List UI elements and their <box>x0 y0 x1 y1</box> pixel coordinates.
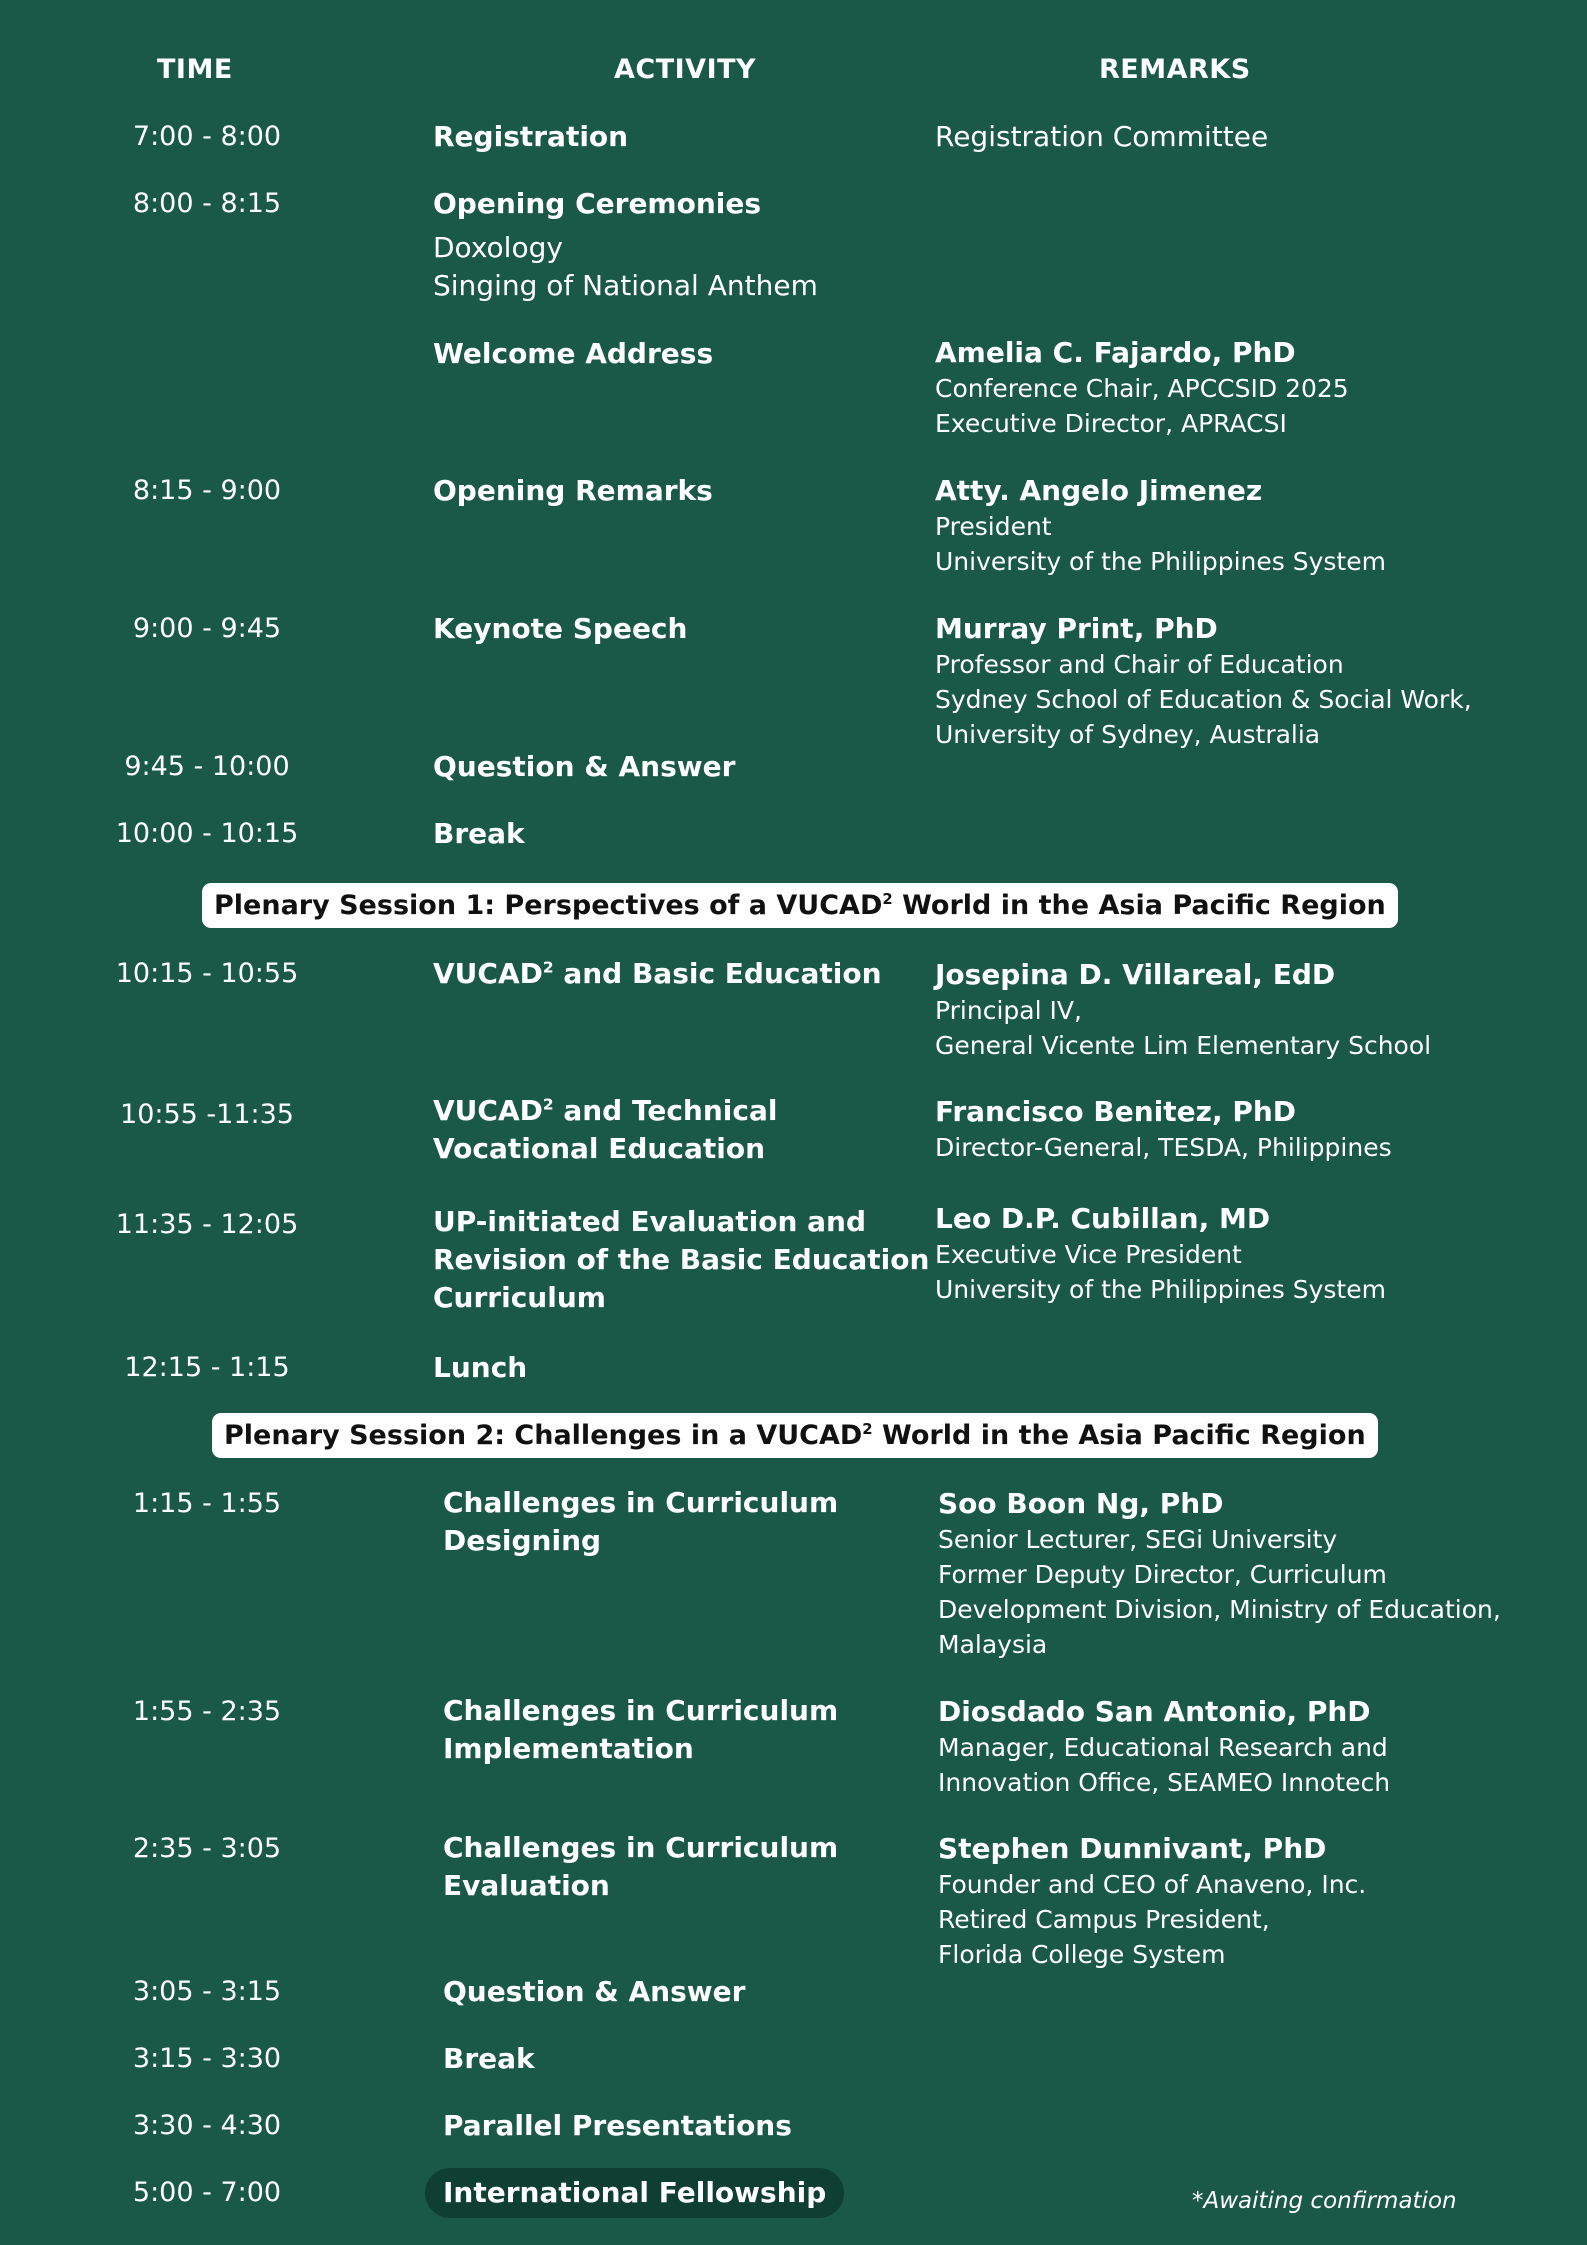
activity-title-line: Implementation <box>443 1732 694 1765</box>
speaker-detail: Founder and CEO of Anaveno, Inc. <box>938 1870 1367 1899</box>
fellowship-badge: International Fellowship <box>425 2168 844 2218</box>
time-slot: 10:00 - 10:15 <box>115 818 299 849</box>
speaker-name: Murray Print, PhD <box>935 612 1218 645</box>
activity-title-line: Challenges in Curriculum <box>443 1694 839 1727</box>
header-time: TIME <box>157 54 233 85</box>
time-slot: 1:15 - 1:55 <box>132 1488 282 1519</box>
speaker-detail: Executive Vice President <box>935 1240 1242 1269</box>
plenary-title-rest: World in the Asia Pacific Region <box>892 890 1386 921</box>
activity-title-line: Curriculum <box>433 1281 606 1314</box>
activity-text: VUCAD <box>433 1094 543 1127</box>
speaker-detail: Florida College System <box>938 1940 1226 1969</box>
speaker-detail: Professor and Chair of Education <box>935 650 1344 679</box>
activity-title: Opening Ceremonies <box>433 187 762 220</box>
time-slot: 7:00 - 8:00 <box>132 121 282 152</box>
speaker-name: Amelia C. Fajardo, PhD <box>935 336 1296 369</box>
speaker-name: Stephen Dunnivant, PhD <box>938 1832 1327 1865</box>
activity-title <box>433 955 882 993</box>
activity-title-line: Revision of the Basic Education <box>433 1243 930 1276</box>
plenary-title-rest: World in the Asia Pacific Region <box>872 1420 1366 1451</box>
speaker-name: Leo D.P. Cubillan, MD <box>935 1202 1271 1235</box>
header-remarks: REMARKS <box>1099 54 1251 85</box>
activity-title-line: UP-initiated Evaluation and <box>433 1205 867 1238</box>
speaker-detail: Innovation Office, SEAMEO Innotech <box>938 1768 1391 1797</box>
speaker-detail: Development Division, Ministry of Education, <box>938 1595 1501 1624</box>
footnote: *Awaiting confirmation <box>1192 2188 1457 2214</box>
superscript: 2 <box>542 958 554 977</box>
activity-title: Break <box>433 817 525 850</box>
speaker-detail: Former Deputy Director, Curriculum <box>938 1560 1387 1589</box>
speaker-name: Soo Boon Ng, PhD <box>938 1487 1224 1520</box>
speaker-name: Josepina D. Villareal, EdD <box>935 958 1336 991</box>
speaker-detail: Principal IV, <box>935 996 1082 1025</box>
activity-title-line: Designing <box>443 1524 602 1557</box>
speaker-detail: Executive Director, APRACSI <box>935 409 1287 438</box>
plenary-title: Plenary Session 1: Perspectives of a VUCAD <box>214 890 883 921</box>
time-slot: 8:00 - 8:15 <box>132 188 282 219</box>
speaker-detail: Malaysia <box>938 1630 1048 1659</box>
superscript: 2 <box>542 1095 554 1114</box>
activity-subitem: Singing of National Anthem <box>433 269 818 302</box>
activity-title: Keynote Speech <box>433 612 688 645</box>
plenary-title: Plenary Session 2: Challenges in a VUCAD <box>224 1420 863 1451</box>
speaker-detail: University of Sydney, Australia <box>935 720 1321 749</box>
speaker-name: Diosdado San Antonio, PhD <box>938 1695 1371 1728</box>
header-activity: ACTIVITY <box>614 54 757 85</box>
speaker-detail: Retired Campus President, <box>938 1905 1270 1934</box>
speaker-name: Atty. Angelo Jimenez <box>935 474 1263 507</box>
activity-title: Break <box>443 2042 535 2075</box>
activity-title: Parallel Presentations <box>443 2109 792 2142</box>
activity-title-line: Challenges in Curriculum <box>443 1831 839 1864</box>
superscript: 2 <box>862 1420 873 1438</box>
superscript: 2 <box>882 890 893 908</box>
activity-title-line: Challenges in Curriculum <box>443 1486 839 1519</box>
activity-title: Opening Remarks <box>433 474 713 507</box>
activity-title <box>433 1092 777 1130</box>
plenary-session-banner <box>202 883 1398 928</box>
speaker-detail: University of the Philippines System <box>935 1275 1386 1304</box>
time-slot: 3:05 - 3:15 <box>132 1976 282 2007</box>
speaker-detail: University of the Philippines System <box>935 547 1386 576</box>
time-slot: 9:00 - 9:45 <box>132 613 282 644</box>
activity-text: VUCAD <box>433 957 543 990</box>
time-slot: 3:15 - 3:30 <box>132 2043 282 2074</box>
time-slot: 1:55 - 2:35 <box>132 1696 282 1727</box>
speaker-detail: Conference Chair, APCCSID 2025 <box>935 374 1349 403</box>
speaker-detail: Director-General, TESDA, Philippines <box>935 1133 1392 1162</box>
time-slot: 12:15 - 1:15 <box>124 1352 290 1383</box>
activity-subitem: Doxology <box>433 231 563 264</box>
activity-title: Question & Answer <box>443 1975 746 2008</box>
speaker-detail: Senior Lecturer, SEGi University <box>938 1525 1338 1554</box>
activity-title: Question & Answer <box>433 750 736 783</box>
time-slot: 8:15 - 9:00 <box>132 475 282 506</box>
activity-title-line: Vocational Education <box>433 1132 766 1165</box>
speaker-detail: General Vicente Lim Elementary School <box>935 1031 1432 1060</box>
time-slot: 5:00 - 7:00 <box>132 2177 282 2208</box>
speaker-detail: Manager, Educational Research and <box>938 1733 1388 1762</box>
activity-title: Welcome Address <box>433 337 714 370</box>
time-slot: 10:55 -11:35 <box>120 1099 294 1130</box>
speaker-detail: President <box>935 512 1052 541</box>
time-slot: 9:45 - 10:00 <box>124 751 290 782</box>
speaker-name: Francisco Benitez, PhD <box>935 1095 1297 1128</box>
remark-text: Registration Committee <box>935 120 1269 153</box>
time-slot: 2:35 - 3:05 <box>132 1833 282 1864</box>
activity-title-line: Evaluation <box>443 1869 610 1902</box>
activity-text: and Technical <box>553 1094 778 1127</box>
activity-title: Registration <box>433 120 629 153</box>
activity-title: Lunch <box>433 1351 528 1384</box>
time-slot: 11:35 - 12:05 <box>115 1209 299 1240</box>
speaker-detail: Sydney School of Education & Social Work, <box>935 685 1472 714</box>
time-slot: 3:30 - 4:30 <box>132 2110 282 2141</box>
activity-text: and Basic Education <box>553 957 882 990</box>
time-slot: 10:15 - 10:55 <box>115 958 299 989</box>
plenary-session-banner <box>212 1413 1378 1458</box>
